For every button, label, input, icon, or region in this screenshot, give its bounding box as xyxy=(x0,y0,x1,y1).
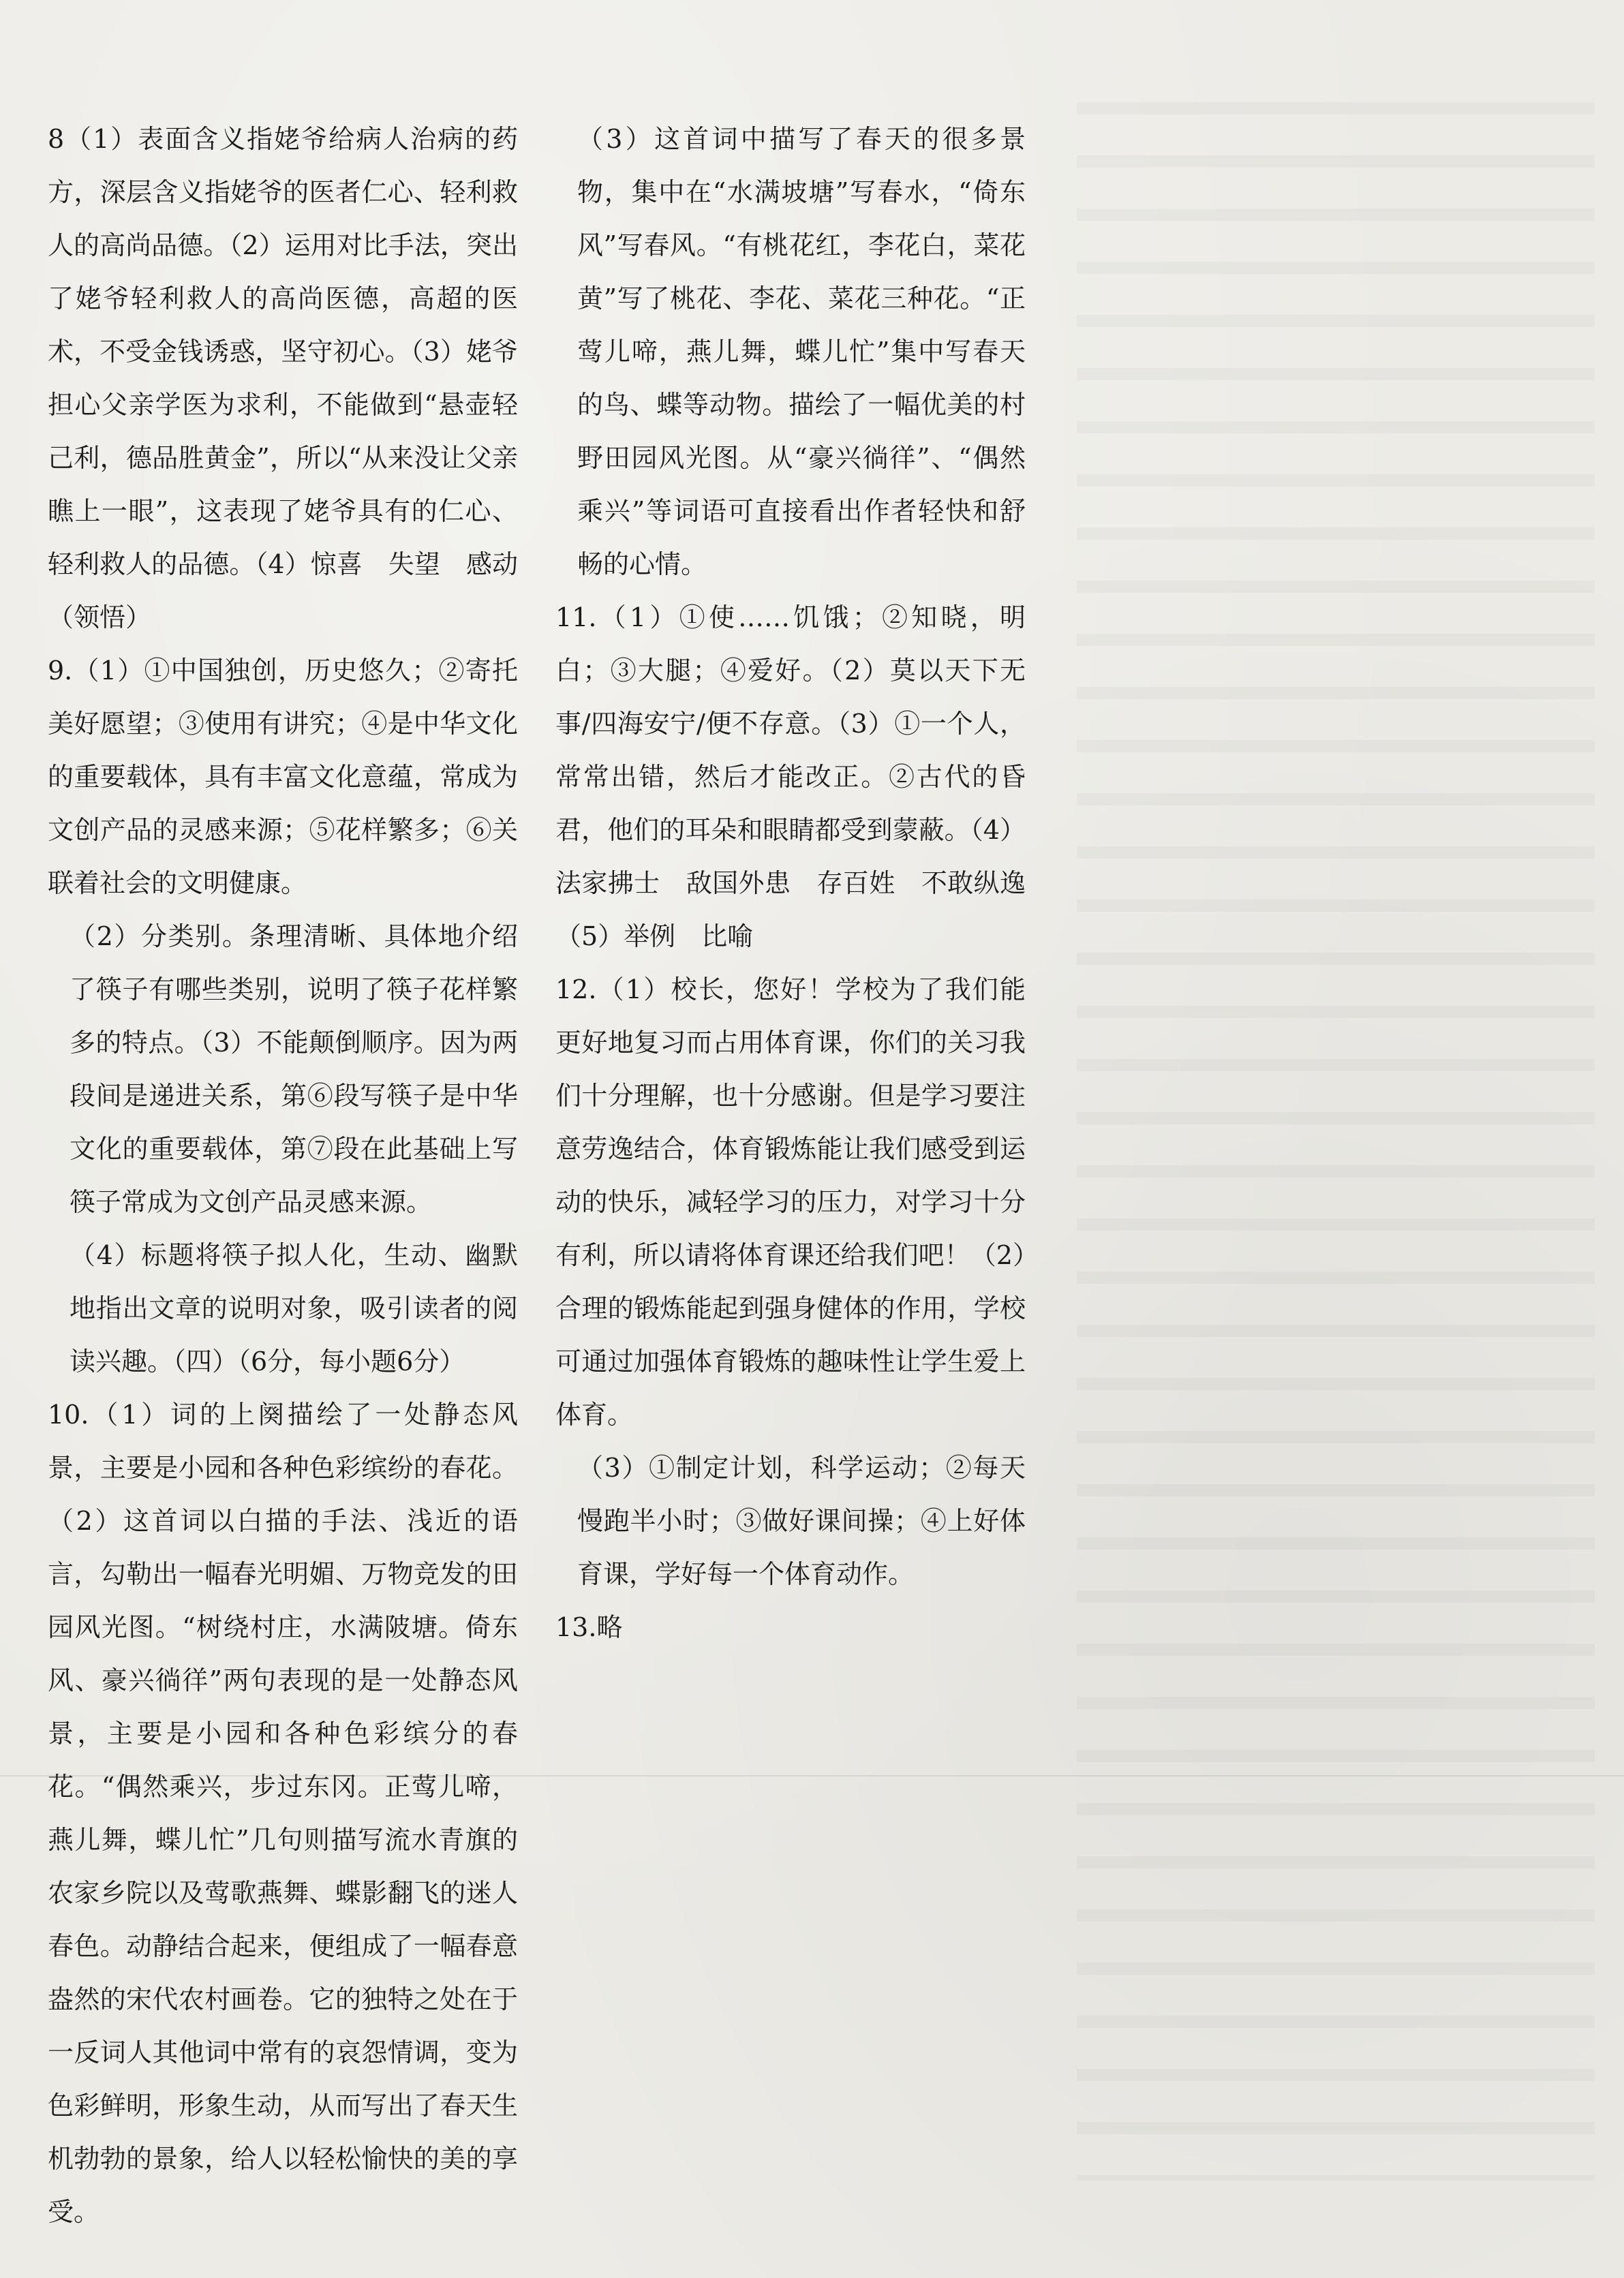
answer-9-part1: 9.（1）①中国独创，历史悠久；②寄托美好愿望；③使用有讲究；④是中华文化的重要载体，具有丰富文化意蕴，常成为文创产品的灵感来源；⑤花样繁多；⑥关联着社会的文明健康。 xyxy=(48,656,518,898)
answer-9-part4: （4）标题将筷子拟人化，生动、幽默地指出文章的说明对象，吸引读者的阅读兴趣。（四）（6分，每小题6分） xyxy=(70,1240,518,1376)
answer-13: 13.略 xyxy=(555,1612,623,1642)
middle-column xyxy=(555,112,1026,1654)
bleed-through-area xyxy=(1077,102,1595,2181)
answer-11: 11.（1）①使……饥饿；②知晓，明白；③大腿；④爱好。（2）莫以天下无事/四海安宁/便不存意。（3）①一个人，常常出错，然后才能改正。②古代的昏君，他们的耳朵和眼睛都受到蒙蔽。（4）法家拂士 敌国外患 存百姓 不敢纵逸（5）举例 比喻 xyxy=(555,602,1026,951)
answer-9-part2-3: （2）分类别。条理清晰、具体地介绍了筷子有哪些类别，说明了筷子花样繁多的特点。（3）不能颠倒顺序。因为两段间是递进关系，第⑥段写筷子是中华文化的重要载体，第⑦段在此基础上写筷子常成为文创产品灵感来源。 xyxy=(70,921,518,1217)
answer-10-part3: （3）这首词中描写了春天的很多景物，集中在“水满坡塘”写春水，“倚东风”写春风。“有桃花红，李花白，菜花黄”写了桃花、李花、菜花三种花。“正莺儿啼，燕儿舞，蝶儿忙”集中写春天的鸟、蝶等动物。描绘了一幅优美的村野田园风光图。从“豪兴徜徉”、“偶然乘兴”等词语可直接看出作者轻快和舒畅的心情。 xyxy=(577,124,1026,579)
answer-12-part1-2: 12.（1）校长，您好！学校为了我们能更好地复习而占用体育课，你们的关习我们十分理解，也十分感谢。但是学习要注意劳逸结合，体育锻炼能让我们感受到运动的快乐，减轻学习的压力，对学习十分有利，所以请将体育课还给我们吧！（2）合理的锻炼能起到强身健体的作用，学校可通过加强体育锻炼的趣味性让学生爱上体育。 xyxy=(555,974,1026,1430)
left-column xyxy=(48,112,518,2238)
answer-12-part3: （3）①制定计划，科学运动；②每天慢跑半小时；③做好课间操；④上好体育课，学好每一个体育动作。 xyxy=(577,1453,1026,1589)
answer-10-part1-2: 10.（1）词的上阕描绘了一处静态风景，主要是小园和各种色彩缤纷的春花。（2）这首词以白描的手法、浅近的语言，勾勒出一幅春光明媚、万物竞发的田园风光图。“树绕村庄，水满陂塘。倚东风、豪兴徜徉”两句表现的是一处静态风景，主要是小园和各种色彩缤分的春花。“偶然乘兴，步过东冈。正莺儿啼，燕儿舞，蝶儿忙”几句则描写流水青旗的农家乡院以及莺歌燕舞、蝶影翻飞的迷人春色。动静结合起来，便组成了一幅春意盎然的宋代农村画卷。它的独特之处在于一反词人其他词中常有的哀怨情调，变为色彩鲜明，形象生动，从而写出了春天生机勃勃的景象，给人以轻松愉快的美的享受。 xyxy=(48,1400,518,2227)
answer-8: 8（1）表面含义指姥爷给病人治病的药方，深层含义指姥爷的医者仁心、轻利救人的高尚品德。（2）运用对比手法，突出了姥爷轻利救人的高尚医德，高超的医术，不受金钱诱惑，坚守初心。（3）姥爷担心父亲学医为求利，不能做到“悬壶轻己利，德品胜黄金”，所以“从来没让父亲瞧上一眼”，这表现了姥爷具有的仁心、轻利救人的品德。（4）惊喜 失望 感动（领悟） xyxy=(48,124,518,632)
